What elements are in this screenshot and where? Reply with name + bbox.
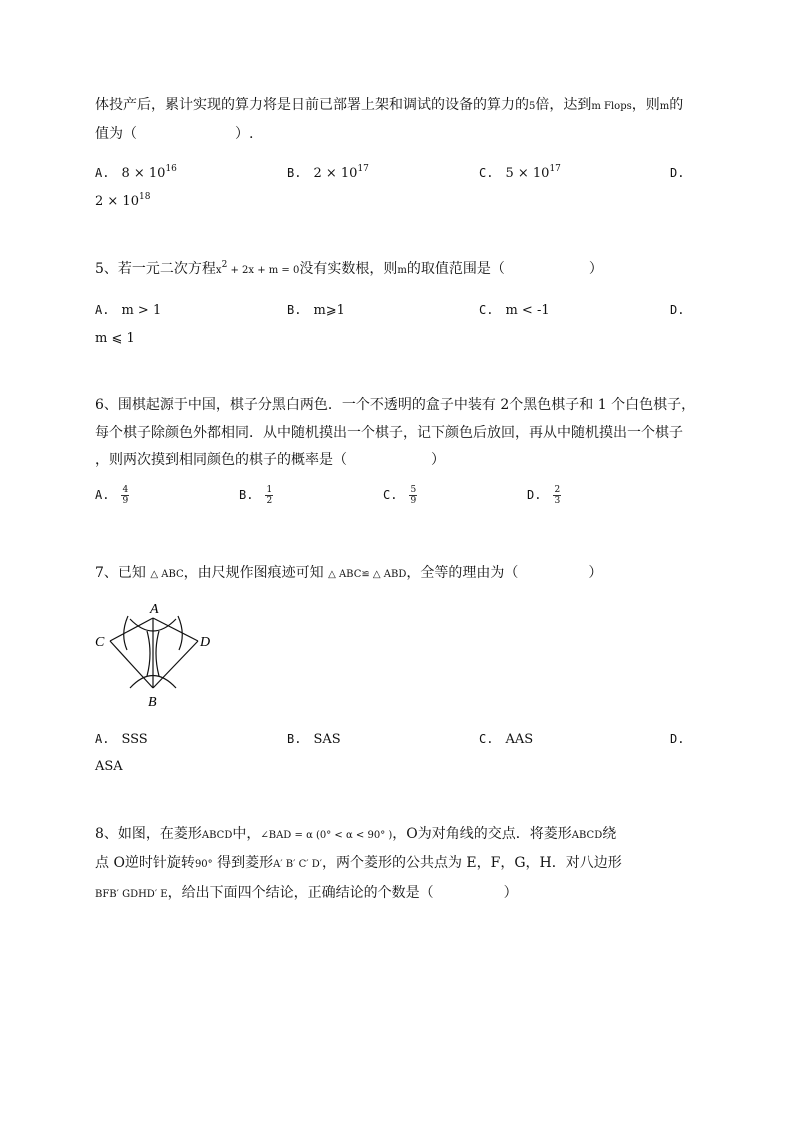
q7-option-a[interactable]: A. SSS: [95, 732, 148, 747]
q4-unit: m Flops: [591, 101, 632, 112]
q7-construction-figure: [90, 598, 230, 713]
fraction: $\frac{4}{9}$: [122, 485, 129, 506]
q4-option-d-label[interactable]: D.: [670, 166, 685, 180]
q6-line-2: 每个棋子除颜色外都相同．从中随机摸出一个棋子，记下颜色后放回，再从中随机摸出一个棋子: [95, 425, 683, 441]
q5-option-b[interactable]: B. m⩾1: [287, 303, 345, 318]
q5-option-a[interactable]: A. m > 1: [95, 303, 162, 318]
q7-option-b[interactable]: B. SAS: [287, 732, 341, 747]
q6-line-3: ，则两次摸到相同颜色的棋子的概率是（ ）: [95, 452, 445, 468]
q8-line-2: 点 O逆时针旋转90° 得到菱形A′ B′ C′ D′，两个菱形的公共点为 E，F，G，H．对八边形: [95, 855, 622, 871]
label-d: D: [200, 635, 211, 650]
q4-option-d-value[interactable]: $2 \times 10^{18}$: [95, 192, 151, 209]
q7-option-c[interactable]: C. AAS: [479, 732, 534, 747]
q4-line-1: [95, 96, 683, 116]
q4-line-2: 值为（ ）.: [95, 126, 254, 142]
q7-option-d-value[interactable]: ASA: [95, 759, 123, 774]
q4-text: 体投产后，累计实现的算力将是日前已部署上架和调试的设备的算力的: [95, 97, 529, 113]
q7-stem: 7、已知 △ ABC，由尺规作图痕迹可知 △ ABC≌ △ ABD，全等的理由为（ ）: [95, 565, 603, 581]
label-a: A: [150, 602, 159, 617]
q4-option-c[interactable]: C. $5 \times 10^{17}$: [479, 164, 561, 181]
q6-line-1: 6、围棋起源于中国，棋子分黑白两色．一个不透明的盒子中装有 2个黑色棋子和 1 个白色棋子，: [95, 397, 696, 413]
label-b: B: [148, 695, 157, 710]
q4-text: ，则: [631, 97, 660, 113]
q6-option-a[interactable]: A. $\frac{4}{9}$: [95, 485, 129, 506]
fraction: $\frac{5}{9}$: [410, 485, 417, 506]
fraction: $\frac{1}{2}$: [266, 485, 273, 506]
q6-option-b[interactable]: B. $\frac{1}{2}$: [239, 485, 273, 506]
q6-option-c[interactable]: C. $\frac{5}{9}$: [383, 485, 417, 506]
q4-option-b[interactable]: B. $2 \times 10^{17}$: [287, 164, 369, 181]
q5-option-d-label[interactable]: D.: [670, 303, 685, 317]
q4-option-a[interactable]: A. $8 \times 10^{16}$: [95, 164, 177, 181]
q4-text: 倍，达到: [535, 97, 592, 113]
q8-line-1: 8、如图，在菱形ABCD中，∠BAD = α (0° < α < 90° )，O为对角线的交点．将菱形ABCD绕: [95, 826, 617, 842]
q5-stem: 5、若一元二次方程$x^2 + 2x + m = 0$没有实数根，则m的取值范围是（ ）: [95, 260, 603, 277]
q8-line-3: BFB′ GDHD′ E，给出下面四个结论，正确结论的个数是（ ）: [95, 885, 518, 901]
fraction: $\frac{2}{3}$: [554, 485, 561, 506]
q4-factor: 5: [529, 101, 536, 112]
q5-equation: $x^2 + 2x + m = 0$: [215, 260, 300, 276]
label-c: C: [95, 635, 105, 650]
q4-text: 的: [669, 97, 684, 113]
q4-variable: m: [659, 101, 670, 112]
q5-option-d-value[interactable]: m ⩽ 1: [95, 331, 135, 346]
q5-option-c[interactable]: C. m < -1: [479, 303, 550, 318]
q6-option-d[interactable]: D. $\frac{2}{3}$: [527, 485, 561, 506]
q7-option-d-label[interactable]: D.: [670, 732, 685, 746]
